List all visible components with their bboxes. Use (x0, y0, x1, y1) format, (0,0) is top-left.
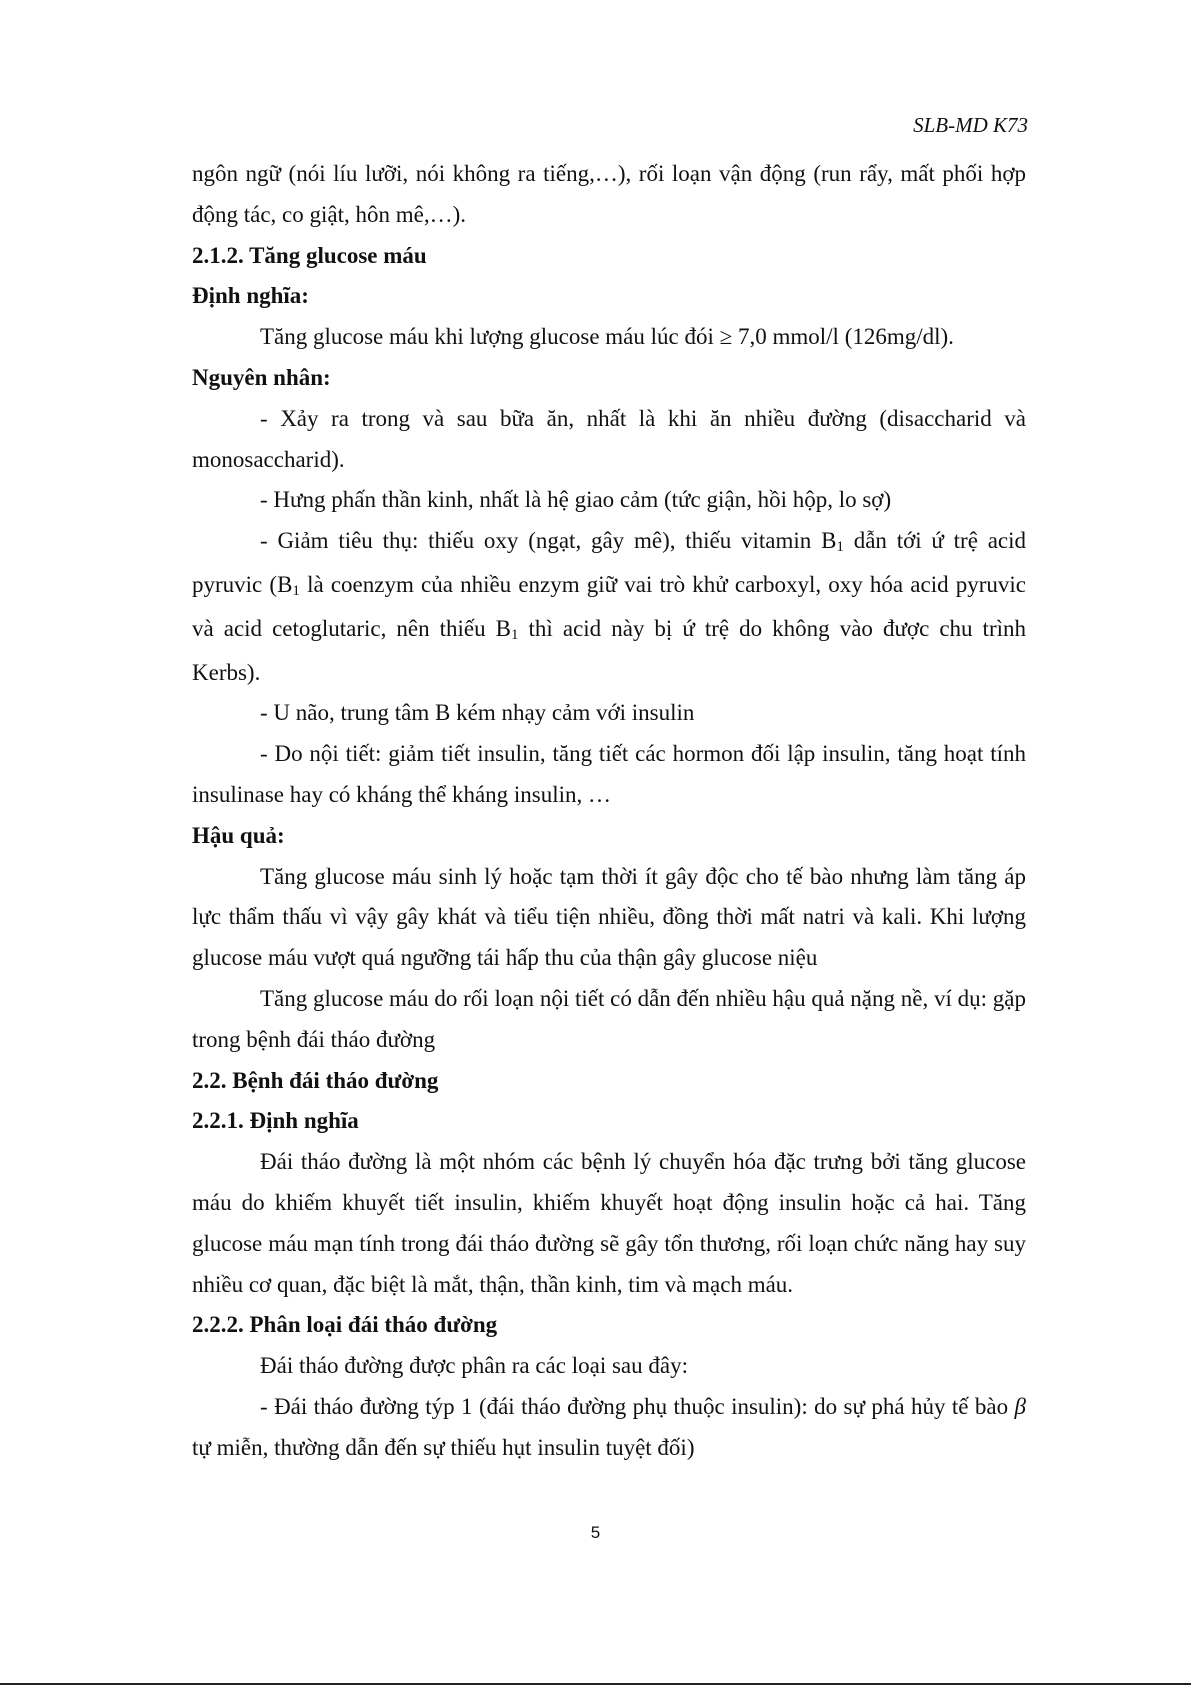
type1-item (192, 1387, 1026, 1469)
cause-item-4: - U não, trung tâm B kém nhạy cảm với insulin (260, 700, 695, 726)
intro-paragraph: ngôn ngữ (nói líu lưỡi, nói không ra tiếng,…), rối loạn vận động (run rẩy, mất phối hợp động tác, co giật, hôn mê,…). (192, 161, 1026, 227)
cause-item-3-part-a: - Giảm tiêu thụ: thiếu oxy (ngạt, gây mê), thiếu vitamin B (260, 528, 837, 554)
cause-item-3-part-c: là coenzym của nhiều enzym giữ vai trò khử carboxyl, oxy hóa acid pyruvic và acid cetoglutaric, nên thiếu B (192, 571, 1026, 641)
section-heading-2-2-1: 2.2.1. Định nghĩa (192, 1108, 359, 1134)
cause-item-3 (192, 521, 1026, 693)
subscript-1: 1 (511, 626, 519, 643)
cause-item-1: - Xảy ra trong và sau bữa ăn, nhất là khi ăn nhiều đường (disaccharid và monosaccharid). (192, 405, 1026, 472)
type1-part-b: tự miễn, thường dẫn đến sự thiếu hụt insulin tuyệt đối) (192, 1434, 695, 1460)
page-number: 5 (590, 1523, 601, 1542)
cause-item-5: - Do nội tiết: giảm tiết insulin, tăng tiết các hormon đối lập insulin, tăng hoạt tính insulinase hay có kháng thể kháng insulin, … (192, 741, 1026, 807)
consequence-paragraph-2: Tăng glucose máu do rối loạn nội tiết có dẫn đến nhiều hậu quả nặng nề, ví dụ: gặp trong bệnh đái tháo đường (192, 985, 1026, 1052)
classification-intro: Đái tháo đường được phân ra các loại sau đây: (260, 1353, 688, 1379)
definition-paragraph: Tăng glucose máu khi lượng glucose máu lúc đói ≥ 7,0 mmol/l (126mg/dl). (260, 324, 954, 350)
definition-heading: Định nghĩa: (192, 283, 309, 309)
cause-item-3-part-b: dẫn tới ứ trệ acid pyruvic (B (192, 528, 1027, 597)
section-heading-2-2: 2.2. Bệnh đái tháo đường (192, 1067, 439, 1093)
cause-item-2: - Hưng phấn thần kinh, nhất là hệ giao cảm (tức giận, hồi hộp, lo sợ) (260, 487, 892, 513)
consequence-heading: Hậu quả: (192, 822, 285, 848)
section-heading-2-1-2: 2.1.2. Tăng glucose máu (192, 242, 427, 268)
type1-part-a: - Đái tháo đường týp 1 (đái tháo đường phụ thuộc insulin): do sự phá hủy tế bào (260, 1393, 1015, 1419)
page-content (192, 154, 1026, 1469)
cause-item-3-part-d: thì acid này bị ứ trệ do không vào được chu trình Kerbs). (192, 615, 1026, 685)
subscript-1: 1 (836, 539, 844, 556)
section-heading-2-2-2: 2.2.2. Phân loại đái tháo đường (192, 1312, 498, 1338)
cause-heading: Nguyên nhân: (192, 364, 331, 390)
beta-symbol: β (1014, 1393, 1026, 1419)
consequence-paragraph-1: Tăng glucose máu sinh lý hoặc tạm thời ít gây độc cho tế bào nhưng làm tăng áp lực thẩm thấu vì vậy gây khát và tiểu tiện nhiều, đồng thời mất natri và kali. Khi lượng glucose máu vượt quá ngưỡng tái hấp thu của thận gây glucose niệu (192, 863, 1026, 971)
subscript-1: 1 (292, 582, 300, 599)
running-header: SLB-MD K73 (913, 113, 1028, 137)
definition-diabetes-paragraph: Đái tháo đường là một nhóm các bệnh lý chuyển hóa đặc trưng bởi tăng glucose máu do khiếm khuyết tiết insulin, khiếm khuyết hoạt động insulin hoặc cả hai. Tăng glucose máu mạn tính trong đái tháo đường sẽ gây tổn thương, rối loạn chức năng hay suy nhiều cơ quan, đặc biệt là mắt, thận, thần kinh, tim và mạch máu. (192, 1149, 1026, 1297)
